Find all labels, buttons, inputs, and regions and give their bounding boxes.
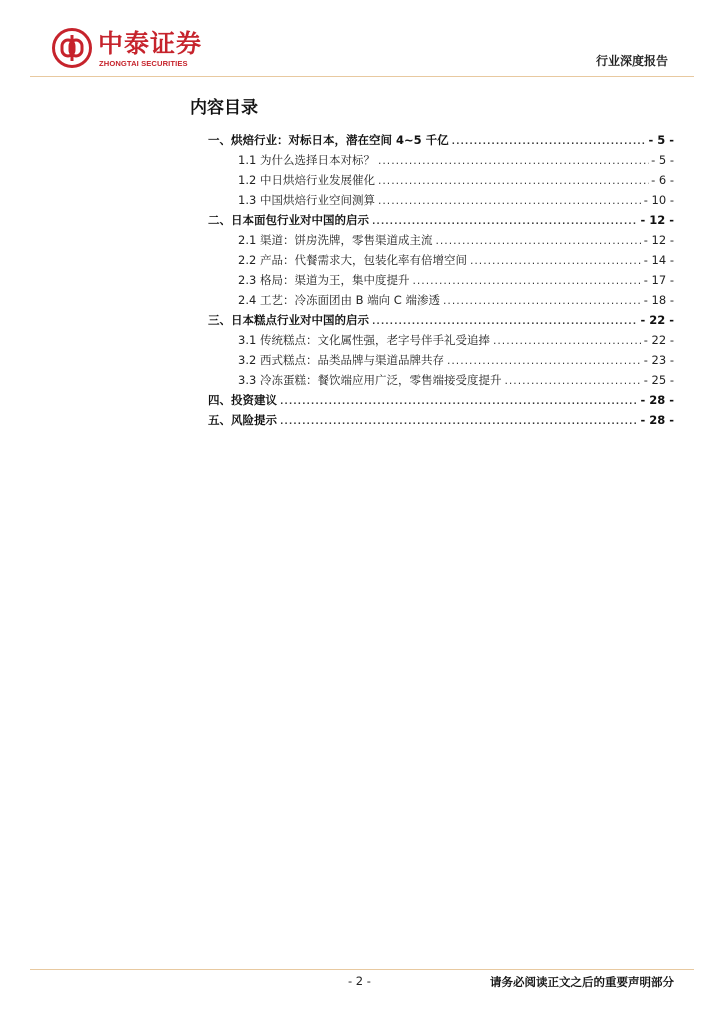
page-number: - 2 - (348, 974, 371, 988)
toc-entry-page: - 22 - (643, 333, 674, 347)
toc-entry-section-4[interactable] (208, 390, 674, 410)
toc-entry-text: 1.2 中日烘焙行业发展催化 (238, 173, 375, 187)
disclaimer-text: 请务必阅读正文之后的重要声明部分 (490, 975, 674, 989)
toc-dot-leader (442, 292, 642, 312)
toc-entry-text: 四、投资建议 (208, 393, 277, 407)
toc-entry-1-3[interactable] (208, 190, 674, 210)
toc-entry-section-5[interactable] (208, 410, 674, 430)
toc-entry-page: - 10 - (643, 193, 674, 207)
toc-entry-page: - 17 - (643, 273, 674, 287)
toc-entry-page: - 12 - (643, 233, 674, 247)
toc-dot-leader (434, 232, 641, 252)
toc-entry-section-3[interactable] (208, 310, 674, 330)
toc-entry-text: 2.2 产品：代餐需求大，包装化率有倍增空间 (238, 253, 467, 267)
toc-entry-2-2[interactable] (208, 250, 674, 270)
toc-entry-text: 1.1 为什么选择日本对标？ (238, 153, 375, 167)
toc-entry-page: - 18 - (643, 293, 674, 307)
toc-dot-leader (377, 172, 649, 192)
toc-dot-leader (446, 352, 642, 372)
toc-entry-text: 3.3 冷冻蛋糕：餐饮端应用广泛，零售端接受度提升 (238, 373, 502, 387)
toc-dot-leader (377, 192, 642, 212)
toc-dot-leader (377, 152, 649, 172)
toc-entry-1-1[interactable] (208, 150, 674, 170)
toc-dot-leader (411, 272, 641, 292)
toc-entry-text: 一、烘焙行业：对标日本，潜在空间 4~5 千亿 (208, 133, 449, 147)
toc-entry-text: 二、日本面包行业对中国的启示 (208, 213, 369, 227)
toc-entry-text: 三、日本糕点行业对中国的启示 (208, 313, 369, 327)
toc-dot-leader (279, 412, 638, 432)
toc-entry-text: 五、风险提示 (208, 413, 277, 427)
toc-entry-2-1[interactable] (208, 230, 674, 250)
report-type-label: 行业深度报告 (595, 54, 668, 68)
toc-entry-text: 3.1 传统糕点：文化属性强，老字号伴手礼受追捧 (238, 333, 490, 347)
toc-entry-text: 1.3 中国烘焙行业空间测算 (238, 193, 375, 207)
toc-entry-page: - 23 - (643, 353, 674, 367)
toc-entry-3-3[interactable] (208, 370, 674, 390)
page-header (0, 0, 724, 80)
toc-dot-leader (492, 332, 642, 352)
footer-divider (30, 969, 694, 970)
toc-dot-leader (469, 252, 642, 272)
toc-entry-section-1[interactable] (208, 130, 674, 150)
toc-entry-page: - 5 - (648, 133, 674, 147)
toc-entry-2-3[interactable] (208, 270, 674, 290)
header-divider (30, 76, 694, 77)
toc-entry-page: - 5 - (651, 153, 674, 167)
zhongtai-logo-icon (52, 28, 92, 68)
table-of-contents (208, 130, 674, 430)
toc-entry-section-2[interactable] (208, 210, 674, 230)
toc-entry-text: 2.4 工艺：冷冻面团由 B 端向 C 端渗透 (238, 293, 440, 307)
toc-entry-text: 3.2 西式糕点：品类品牌与渠道品牌共存 (238, 353, 444, 367)
toc-entry-text: 2.3 格局：渠道为王，集中度提升 (238, 273, 410, 287)
logo-chinese-name: 中泰证券 (98, 29, 203, 58)
toc-dot-leader (503, 372, 641, 392)
toc-dot-leader (371, 212, 638, 232)
toc-entry-page: - 28 - (640, 393, 674, 407)
toc-entry-page: - 25 - (643, 373, 674, 387)
toc-entry-text: 2.1 渠道：饼房洗牌，零售渠道成主流 (238, 233, 433, 247)
toc-entry-2-4[interactable] (208, 290, 674, 310)
logo-english-name: ZHONGTAI SECURITIES (99, 59, 188, 68)
toc-entry-1-2[interactable] (208, 170, 674, 190)
toc-entry-page: - 6 - (651, 173, 674, 187)
company-logo (52, 28, 232, 72)
toc-entry-3-2[interactable] (208, 350, 674, 370)
toc-dot-leader (279, 392, 638, 412)
toc-entry-page: - 22 - (640, 313, 674, 327)
toc-title: 内容目录 (190, 98, 258, 118)
toc-dot-leader (371, 312, 638, 332)
toc-dot-leader (451, 132, 647, 152)
toc-entry-page: - 12 - (640, 213, 674, 227)
toc-entry-page: - 14 - (643, 253, 674, 267)
toc-entry-3-1[interactable] (208, 330, 674, 350)
toc-entry-page: - 28 - (640, 413, 674, 427)
